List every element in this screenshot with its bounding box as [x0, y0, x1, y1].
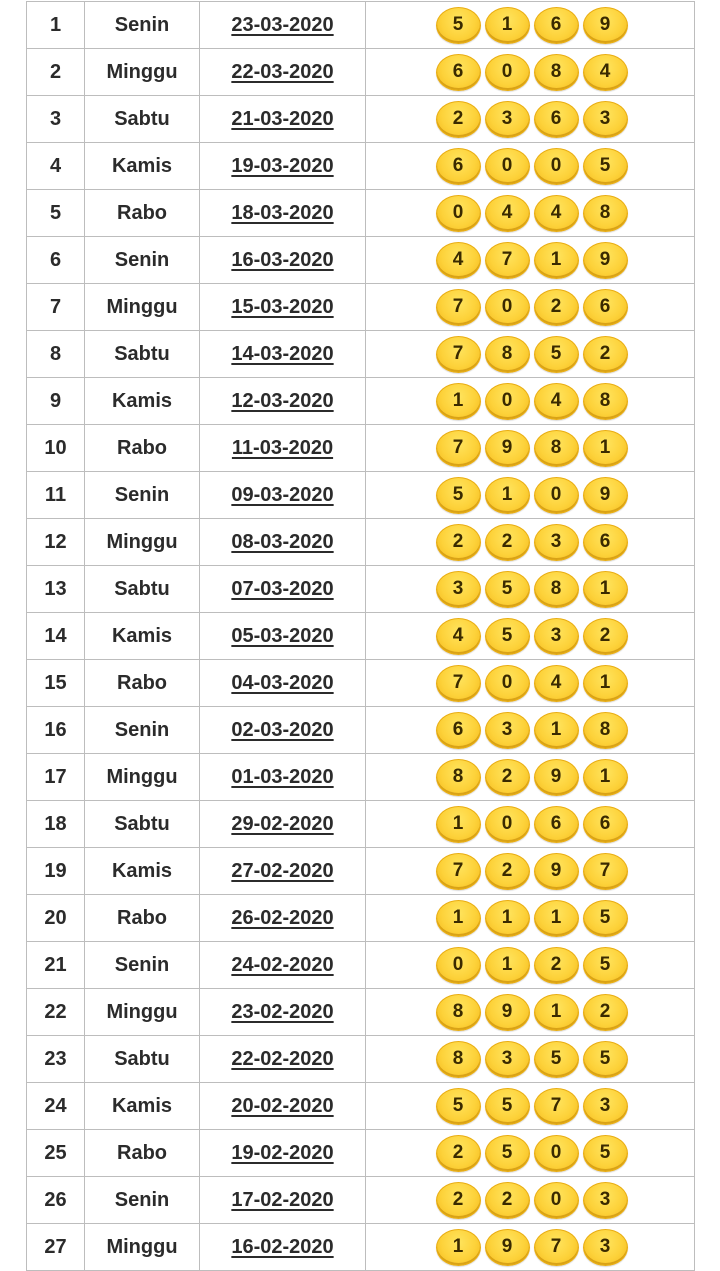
result-ball: 3 — [436, 571, 481, 608]
result-ball: 7 — [583, 853, 628, 890]
row-date-cell — [200, 566, 366, 613]
result-ball: 7 — [436, 289, 481, 326]
row-number: 22 — [27, 989, 85, 1036]
result-ball: 1 — [534, 242, 579, 279]
results-table — [26, 1, 695, 1271]
result-ball: 6 — [534, 101, 579, 138]
result-ball: 2 — [485, 759, 530, 796]
row-number: 5 — [27, 190, 85, 237]
row-date-link[interactable]: 14-03-2020 — [231, 342, 334, 365]
row-day: Sabtu — [85, 1036, 200, 1083]
row-day: Senin — [85, 472, 200, 519]
row-day: Senin — [85, 237, 200, 284]
result-ball: 1 — [534, 712, 579, 749]
result-ball: 1 — [583, 571, 628, 608]
row-date-cell — [200, 1224, 366, 1271]
result-ball: 3 — [583, 1229, 628, 1266]
row-result-cell — [366, 425, 695, 472]
result-ball: 0 — [534, 477, 579, 514]
row-number: 24 — [27, 1083, 85, 1130]
result-ball: 5 — [485, 618, 530, 655]
row-day: Minggu — [85, 754, 200, 801]
result-ball: 9 — [485, 430, 530, 467]
result-ball: 1 — [436, 900, 481, 937]
result-ball: 1 — [436, 806, 481, 843]
result-ball: 0 — [485, 383, 530, 420]
result-ball: 8 — [485, 336, 530, 373]
result-balls — [436, 148, 628, 185]
row-day: Senin — [85, 2, 200, 49]
result-ball: 1 — [534, 994, 579, 1031]
result-balls — [436, 430, 628, 467]
row-result-cell — [366, 613, 695, 660]
result-balls — [436, 195, 628, 232]
result-balls — [436, 806, 628, 843]
row-result-cell — [366, 1083, 695, 1130]
result-ball: 2 — [534, 289, 579, 326]
row-result-cell — [366, 1224, 695, 1271]
row-date-cell — [200, 613, 366, 660]
row-result-cell — [366, 96, 695, 143]
result-balls — [436, 853, 628, 890]
row-date-cell — [200, 942, 366, 989]
row-number: 13 — [27, 566, 85, 613]
result-balls — [436, 665, 628, 702]
result-balls — [436, 54, 628, 91]
result-ball: 3 — [583, 101, 628, 138]
row-date-cell — [200, 378, 366, 425]
result-ball: 7 — [436, 853, 481, 890]
row-date-cell — [200, 895, 366, 942]
row-result-cell — [366, 942, 695, 989]
result-ball: 1 — [583, 759, 628, 796]
result-ball: 5 — [436, 7, 481, 44]
result-ball: 4 — [436, 242, 481, 279]
row-result-cell — [366, 848, 695, 895]
row-date-cell — [200, 707, 366, 754]
result-ball: 2 — [436, 101, 481, 138]
result-ball: 0 — [534, 1135, 579, 1172]
row-date-cell — [200, 848, 366, 895]
result-balls — [436, 1182, 628, 1219]
row-number: 15 — [27, 660, 85, 707]
result-ball: 9 — [583, 242, 628, 279]
result-ball: 5 — [485, 1135, 530, 1172]
row-date-link[interactable]: 22-03-2020 — [231, 60, 334, 83]
result-ball: 3 — [534, 524, 579, 561]
result-ball: 7 — [436, 430, 481, 467]
table-row — [27, 754, 695, 801]
result-ball: 7 — [485, 242, 530, 279]
result-ball: 8 — [534, 571, 579, 608]
row-date-link[interactable]: 23-03-2020 — [231, 13, 334, 36]
result-ball: 8 — [583, 195, 628, 232]
row-day: Rabo — [85, 425, 200, 472]
result-ball: 2 — [436, 1135, 481, 1172]
result-ball: 9 — [485, 994, 530, 1031]
row-day: Senin — [85, 942, 200, 989]
row-date-cell — [200, 143, 366, 190]
table-row — [27, 848, 695, 895]
row-result-cell — [366, 378, 695, 425]
result-balls — [436, 7, 628, 44]
result-balls — [436, 900, 628, 937]
result-ball: 3 — [485, 712, 530, 749]
result-ball: 2 — [534, 947, 579, 984]
row-number: 2 — [27, 49, 85, 96]
table-row — [27, 1036, 695, 1083]
table-row — [27, 2, 695, 49]
row-number: 1 — [27, 2, 85, 49]
row-number: 9 — [27, 378, 85, 425]
row-number: 7 — [27, 284, 85, 331]
result-ball: 5 — [583, 148, 628, 185]
row-date-cell — [200, 989, 366, 1036]
result-ball: 4 — [534, 665, 579, 702]
row-date-link[interactable]: 27-02-2020 — [231, 859, 334, 882]
result-ball: 1 — [583, 665, 628, 702]
result-ball: 1 — [485, 900, 530, 937]
row-date-link[interactable]: 19-03-2020 — [231, 154, 334, 177]
result-ball: 6 — [436, 54, 481, 91]
row-number: 16 — [27, 707, 85, 754]
result-ball: 0 — [485, 54, 530, 91]
row-day: Sabtu — [85, 801, 200, 848]
result-ball: 7 — [436, 336, 481, 373]
result-ball: 2 — [583, 994, 628, 1031]
row-date-cell — [200, 2, 366, 49]
row-date-cell — [200, 519, 366, 566]
row-date-cell — [200, 1083, 366, 1130]
row-date-cell — [200, 284, 366, 331]
result-ball: 6 — [534, 806, 579, 843]
row-date-link[interactable]: 15-03-2020 — [231, 295, 334, 318]
row-number: 17 — [27, 754, 85, 801]
row-result-cell — [366, 143, 695, 190]
row-result-cell — [366, 754, 695, 801]
result-balls — [436, 1041, 628, 1078]
result-balls — [436, 383, 628, 420]
row-date-link[interactable]: 23-02-2020 — [231, 1000, 334, 1023]
result-ball: 6 — [436, 148, 481, 185]
result-ball: 0 — [436, 195, 481, 232]
row-date-link[interactable]: 07-03-2020 — [231, 577, 334, 600]
row-day: Kamis — [85, 378, 200, 425]
row-result-cell — [366, 566, 695, 613]
row-day: Rabo — [85, 895, 200, 942]
table-row — [27, 1130, 695, 1177]
result-ball: 8 — [583, 712, 628, 749]
row-result-cell — [366, 1177, 695, 1224]
row-result-cell — [366, 1036, 695, 1083]
result-ball: 5 — [534, 1041, 579, 1078]
row-date-cell — [200, 754, 366, 801]
row-result-cell — [366, 707, 695, 754]
result-ball: 8 — [534, 54, 579, 91]
row-date-cell — [200, 801, 366, 848]
result-ball: 8 — [436, 994, 481, 1031]
result-ball: 4 — [534, 383, 579, 420]
result-ball: 2 — [583, 618, 628, 655]
row-number: 12 — [27, 519, 85, 566]
row-result-cell — [366, 49, 695, 96]
table-row — [27, 425, 695, 472]
result-ball: 6 — [534, 7, 579, 44]
table-row — [27, 519, 695, 566]
result-ball: 2 — [485, 1182, 530, 1219]
result-ball: 1 — [485, 947, 530, 984]
row-day: Minggu — [85, 49, 200, 96]
table-row — [27, 378, 695, 425]
table-row — [27, 331, 695, 378]
result-ball: 5 — [583, 900, 628, 937]
result-ball: 6 — [583, 806, 628, 843]
row-date-cell — [200, 190, 366, 237]
result-ball: 5 — [436, 477, 481, 514]
row-number: 21 — [27, 942, 85, 989]
row-day: Sabtu — [85, 566, 200, 613]
result-ball: 9 — [534, 853, 579, 890]
row-result-cell — [366, 2, 695, 49]
row-result-cell — [366, 801, 695, 848]
result-ball: 8 — [534, 430, 579, 467]
table-row — [27, 143, 695, 190]
row-date-cell — [200, 96, 366, 143]
result-balls — [436, 524, 628, 561]
row-date-link[interactable]: 17-02-2020 — [231, 1188, 334, 1211]
result-ball: 9 — [583, 7, 628, 44]
row-date-link[interactable]: 04-03-2020 — [231, 671, 334, 694]
table-row — [27, 96, 695, 143]
result-balls — [436, 759, 628, 796]
table-row — [27, 284, 695, 331]
result-ball: 5 — [485, 571, 530, 608]
result-ball: 2 — [436, 524, 481, 561]
row-date-cell — [200, 1130, 366, 1177]
result-ball: 0 — [534, 148, 579, 185]
table-row — [27, 707, 695, 754]
row-date-link[interactable]: 18-03-2020 — [231, 201, 334, 224]
result-balls — [436, 994, 628, 1031]
result-ball: 2 — [436, 1182, 481, 1219]
result-ball: 8 — [436, 759, 481, 796]
table-row — [27, 237, 695, 284]
result-ball: 6 — [583, 289, 628, 326]
result-ball: 5 — [485, 1088, 530, 1125]
result-ball: 9 — [485, 1229, 530, 1266]
table-row — [27, 660, 695, 707]
row-result-cell — [366, 989, 695, 1036]
row-day: Kamis — [85, 143, 200, 190]
table-row — [27, 989, 695, 1036]
result-ball: 0 — [485, 148, 530, 185]
result-balls — [436, 336, 628, 373]
row-day: Minggu — [85, 519, 200, 566]
result-balls — [436, 477, 628, 514]
result-ball: 1 — [436, 383, 481, 420]
result-balls — [436, 1135, 628, 1172]
result-ball: 4 — [436, 618, 481, 655]
result-ball: 5 — [583, 1135, 628, 1172]
result-ball: 5 — [436, 1088, 481, 1125]
table-row — [27, 190, 695, 237]
result-ball: 3 — [583, 1182, 628, 1219]
result-ball: 0 — [485, 289, 530, 326]
result-ball: 7 — [436, 665, 481, 702]
row-date-link[interactable]: 19-02-2020 — [231, 1141, 334, 1164]
row-result-cell — [366, 895, 695, 942]
row-day: Sabtu — [85, 96, 200, 143]
result-ball: 7 — [534, 1088, 579, 1125]
row-date-cell — [200, 660, 366, 707]
row-result-cell — [366, 472, 695, 519]
row-day: Senin — [85, 1177, 200, 1224]
table-row — [27, 1177, 695, 1224]
row-result-cell — [366, 519, 695, 566]
result-ball: 3 — [583, 1088, 628, 1125]
table-row — [27, 1224, 695, 1271]
row-result-cell — [366, 190, 695, 237]
result-ball: 4 — [485, 195, 530, 232]
row-date-link[interactable]: 22-02-2020 — [231, 1047, 334, 1070]
row-date-link[interactable]: 24-02-2020 — [231, 953, 334, 976]
row-result-cell — [366, 331, 695, 378]
row-result-cell — [366, 660, 695, 707]
result-ball: 0 — [485, 806, 530, 843]
row-date-link[interactable]: 12-03-2020 — [231, 389, 334, 412]
row-number: 6 — [27, 237, 85, 284]
row-number: 14 — [27, 613, 85, 660]
row-result-cell — [366, 1130, 695, 1177]
table-row — [27, 472, 695, 519]
result-ball: 5 — [534, 336, 579, 373]
row-day: Rabo — [85, 660, 200, 707]
row-date-link[interactable]: 21-03-2020 — [231, 107, 334, 130]
result-ball: 5 — [583, 1041, 628, 1078]
row-date-link[interactable]: 08-03-2020 — [231, 530, 334, 553]
result-ball: 0 — [436, 947, 481, 984]
result-balls — [436, 618, 628, 655]
result-balls — [436, 571, 628, 608]
result-ball: 1 — [485, 7, 530, 44]
row-date-cell — [200, 1177, 366, 1224]
row-number: 26 — [27, 1177, 85, 1224]
row-date-cell — [200, 425, 366, 472]
result-balls — [436, 242, 628, 279]
row-date-cell — [200, 49, 366, 96]
result-ball: 7 — [534, 1229, 579, 1266]
table-row — [27, 49, 695, 96]
result-ball: 5 — [583, 947, 628, 984]
row-day: Kamis — [85, 848, 200, 895]
row-day: Minggu — [85, 284, 200, 331]
row-date-link[interactable]: 05-03-2020 — [231, 624, 334, 647]
row-day: Sabtu — [85, 331, 200, 378]
table-row — [27, 801, 695, 848]
result-ball: 6 — [583, 524, 628, 561]
row-day: Kamis — [85, 613, 200, 660]
row-date-cell — [200, 331, 366, 378]
row-date-link[interactable]: 29-02-2020 — [231, 812, 334, 835]
result-ball: 2 — [583, 336, 628, 373]
table-row — [27, 942, 695, 989]
table-row — [27, 895, 695, 942]
table-row — [27, 566, 695, 613]
result-ball: 0 — [485, 665, 530, 702]
row-day: Kamis — [85, 1083, 200, 1130]
result-ball: 1 — [534, 900, 579, 937]
row-number: 20 — [27, 895, 85, 942]
row-date-link[interactable]: 16-02-2020 — [231, 1235, 334, 1258]
result-ball: 1 — [436, 1229, 481, 1266]
row-day: Minggu — [85, 989, 200, 1036]
row-number: 18 — [27, 801, 85, 848]
row-date-link[interactable]: 20-02-2020 — [231, 1094, 334, 1117]
row-date-link[interactable]: 01-03-2020 — [231, 765, 334, 788]
row-number: 10 — [27, 425, 85, 472]
row-number: 8 — [27, 331, 85, 378]
result-balls — [436, 289, 628, 326]
result-ball: 8 — [583, 383, 628, 420]
result-ball: 0 — [534, 1182, 579, 1219]
row-date-cell — [200, 472, 366, 519]
row-day: Senin — [85, 707, 200, 754]
results-body — [27, 2, 695, 1271]
row-day: Minggu — [85, 1224, 200, 1271]
result-ball: 1 — [583, 430, 628, 467]
row-date-link[interactable]: 11-03-2020 — [231, 436, 334, 459]
row-number: 19 — [27, 848, 85, 895]
row-day: Rabo — [85, 190, 200, 237]
result-balls — [436, 712, 628, 749]
row-date-cell — [200, 237, 366, 284]
table-row — [27, 613, 695, 660]
result-ball: 8 — [436, 1041, 481, 1078]
result-ball: 4 — [583, 54, 628, 91]
result-ball: 9 — [534, 759, 579, 796]
row-result-cell — [366, 284, 695, 331]
row-date-link[interactable]: 02-03-2020 — [231, 718, 334, 741]
row-date-link[interactable]: 16-03-2020 — [231, 248, 334, 271]
result-balls — [436, 101, 628, 138]
result-ball: 1 — [485, 477, 530, 514]
row-number: 23 — [27, 1036, 85, 1083]
row-date-link[interactable]: 09-03-2020 — [231, 483, 334, 506]
result-ball: 3 — [485, 101, 530, 138]
row-number: 27 — [27, 1224, 85, 1271]
row-number: 4 — [27, 143, 85, 190]
result-ball: 3 — [485, 1041, 530, 1078]
row-number: 25 — [27, 1130, 85, 1177]
result-balls — [436, 1088, 628, 1125]
result-ball: 6 — [436, 712, 481, 749]
result-balls — [436, 947, 628, 984]
result-ball: 4 — [534, 195, 579, 232]
result-ball: 2 — [485, 524, 530, 561]
row-day: Rabo — [85, 1130, 200, 1177]
result-balls — [436, 1229, 628, 1266]
result-ball: 3 — [534, 618, 579, 655]
result-ball: 9 — [583, 477, 628, 514]
row-result-cell — [366, 237, 695, 284]
table-row — [27, 1083, 695, 1130]
row-date-link[interactable]: 26-02-2020 — [231, 906, 334, 929]
row-date-cell — [200, 1036, 366, 1083]
row-number: 11 — [27, 472, 85, 519]
result-ball: 2 — [485, 853, 530, 890]
row-number: 3 — [27, 96, 85, 143]
